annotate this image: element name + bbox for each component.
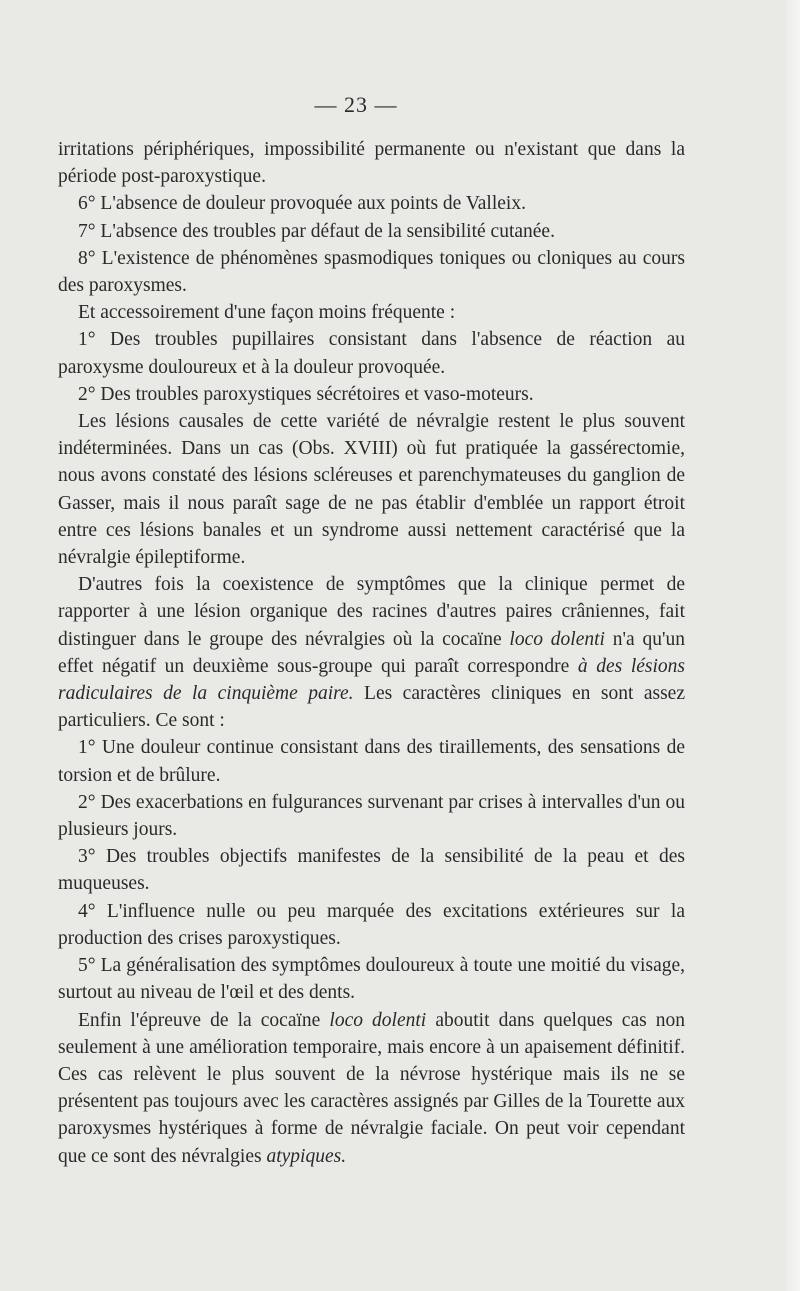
text-run: aboutit dans quelques cas non seulement à une amélioration temporaire, mais encore à un apaisement définitif. Ces cas relèvent le plus souvent de la névrose hystérique mais ils ne se présentent pas toujours avec les caractères assignés par Gilles de la Tourette aux paroxysmes hystériques à forme de névralgie faciale. On peut voir cependant que ce sont des névralgies — [58, 1009, 686, 1167]
paragraph-continuation: irritations périphériques, impossibilité permanente ou n'existant que dans la période post-paroxystique. — [58, 139, 685, 188]
list-item-1-pupillaires: 1° Des troubles pupillaires consistant dans l'absence de réaction au paroxysme douloureux et à la douleur provoquée. — [58, 329, 685, 378]
list-item-7: 7° L'absence des troubles par défaut de la sensibilité cutanée. — [78, 220, 555, 242]
italic-text-run: atypiques. — [266, 1145, 347, 1167]
body-text — [58, 136, 685, 1170]
text-run: D'autres fois la coexistence de symptômes que la clinique permet de rapporter à une lésion organique des racines d'autres paires crâniennes, fait distinguer dans le groupe des névralgies où la cocaïne — [58, 574, 685, 650]
page-edge — [786, 0, 800, 1291]
text-run: n'a qu'un effet négatif un deuxième sous-groupe qui paraît correspondre — [58, 628, 686, 677]
list-item-5-generalisation: 5° La généralisation des symptômes douloureux à toute une moitié du visage, surtout au niveau de l'œil et des dents. — [58, 955, 685, 1004]
paragraph-accessoirement: Et accessoirement d'une façon moins fréquente : — [78, 302, 456, 324]
list-item-4-influence: 4° L'influence nulle ou peu marquée des excitations extérieures sur la production des crises paroxystiques. — [58, 900, 685, 949]
paragraph-enfin — [58, 1007, 685, 1170]
list-item-6: 6° L'absence de douleur provoquée aux points de Valleix. — [78, 193, 526, 215]
list-item-3-troubles: 3° Des troubles objectifs manifestes de la sensibilité de la peau et des muqueuses. — [58, 846, 685, 895]
italic-text-run: loco dolenti — [509, 628, 605, 650]
paragraph-lesions: Les lésions causales de cette variété de névralgie restent le plus souvent indéterminées. Dans un cas (Obs. XVIII) où fut pratiquée la gassérectomie, nous avons constaté des lésions scléreuses et parenchymateuses du ganglion de Gasser, mais il nous paraît sage de ne pas établir d'emblée un rapport étroit entre ces lésions banales et un syndrome aussi nettement caractérisé que la névralgie épileptiforme. — [58, 411, 685, 569]
text-run: Les caractères cliniques en sont assez particuliers. Ce sont : — [58, 683, 685, 732]
list-item-2-secretoires: 2° Des troubles paroxystiques sécrétoires et vaso-moteurs. — [78, 383, 534, 405]
italic-text-run: à des lésions radiculaires de la cinquième paire. — [58, 655, 686, 705]
italic-text-run: loco dolenti — [329, 1009, 427, 1031]
paragraph-autres-fois — [58, 571, 685, 734]
list-item-1-douleur: 1° Une douleur continue consistant dans des tiraillements, des sensations de torsion et de brûlure. — [58, 737, 685, 786]
list-item-2-exacerbations: 2° Des exacerbations en fulgurances survenant par crises à intervalles d'un ou plusieurs jours. — [58, 791, 685, 841]
list-item-8: 8° L'existence de phénomènes spasmodiques toniques ou cloniques au cours des paroxysmes. — [58, 247, 685, 297]
page-number: — 23 — — [314, 92, 398, 117]
text-run: Enfin l'épreuve de la cocaïne — [78, 1009, 321, 1031]
